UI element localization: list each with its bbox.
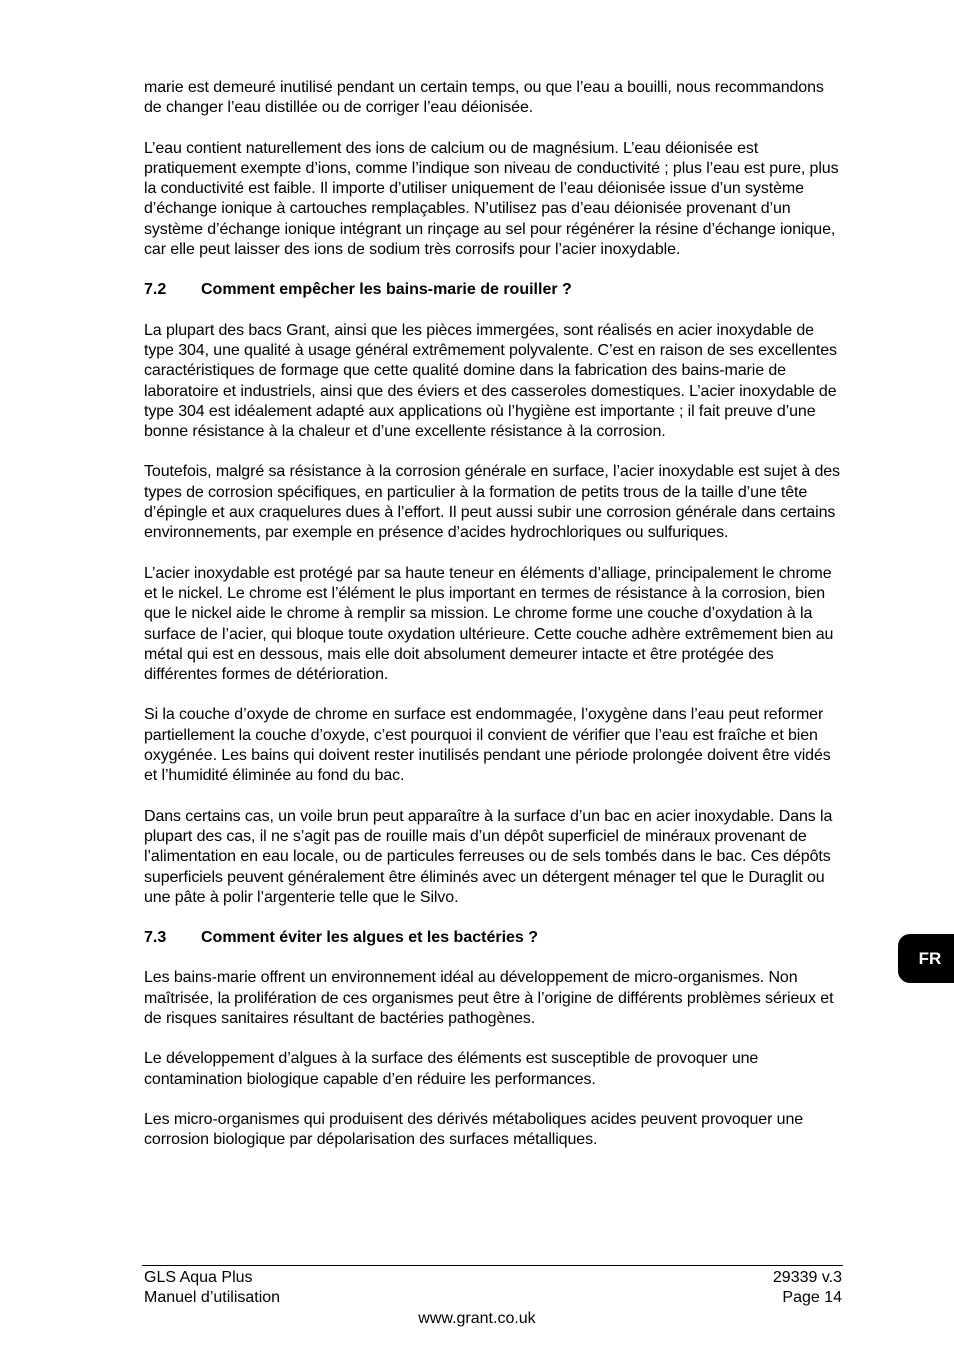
paragraph: Les bains-marie offrent un environnement idéal au développement de micro-organismes. Non maîtrisée, la prolifération de ces organismes peut être à l’origine de différents problèmes sérieux et de risques sanitaires résultant de bactéries pathogènes. xyxy=(144,969,834,1027)
footer-page-number: Page 14 xyxy=(782,1289,842,1307)
section-title: Comment empêcher les bains-marie de rouiller ? xyxy=(201,281,572,299)
language-tab: FR xyxy=(898,934,954,983)
footer-left xyxy=(144,1268,280,1309)
footer-doc-ref: 29339 v.3 xyxy=(772,1269,842,1286)
section-number: 7.3 xyxy=(144,929,167,947)
footer-divider xyxy=(142,1265,843,1266)
paragraph: marie est demeuré inutilisé pendant un certain temps, ou que l’eau a bouilli, nous recommandons de changer l’eau distillée ou de corriger l’eau déionisée. xyxy=(144,79,824,117)
footer-right xyxy=(773,1268,842,1309)
page-content xyxy=(144,78,842,1170)
paragraph: Les micro-organismes qui produisent des dérivés métaboliques acides peuvent provoquer une corrosion biologique par dépolarisation des surfaces métalliques. xyxy=(144,1110,804,1149)
footer-manual: Manuel d’utilisation xyxy=(144,1289,281,1307)
footer-product: GLS Aqua Plus xyxy=(144,1269,253,1286)
paragraph: Si la couche d’oxyde de chrome en surface est endommagée, l’oxygène dans l’eau peut reformer partiellement la couche d’oxyde, c’est pourquoi il convient de vérifier que l’eau est fraîche et bien oxygénée. Les bains qui doivent rester inutilisés pendant une période prolongée doivent être vidés et l’humidité éliminée au fond du bac. xyxy=(144,706,831,785)
paragraph: Le développement d’algues à la surface des éléments est susceptible de provoquer une contamination biologique capable d’en réduire les performances. xyxy=(144,1050,759,1088)
paragraph: L’eau contient naturellement des ions de calcium ou de magnésium. L’eau déionisée est pratiquement exempte d’ions, comme l’indique son niveau de conductivité ; plus l’eau est pure, plus la conductivité est faible. Il importe d’utiliser uniquement de l’eau déionisée issue d’un système d’échange ionique à cartouches remplaçables. N’utilisez pas d’eau déionisée provenant d’un système d’échange ionique intégrant un rinçage au sel pour régénérer la résine d’échange ionique, car elle peut laisser des ions de sodium très corrosifs pour l’acier inoxydable. xyxy=(144,139,839,259)
section-heading-7-3 xyxy=(144,928,842,948)
section-heading-7-2 xyxy=(144,280,842,300)
section-number: 7.2 xyxy=(144,281,167,299)
paragraph: L’acier inoxydable est protégé par sa haute teneur en éléments d’alliage, principalement le chrome et le nickel. Le chrome est l’élément le plus important en termes de résistance à la corrosion, bien que le nickel aide le chrome à remplir sa mission. Le chrome forme une couche d’oxydation à la surface de l’acier, qui bloque toute oxydation ultérieure. Cette couche adhère extrêmement bien au métal qui est en dessous, mais elle doit absolument demeurer intacte et être protégée des différentes formes de détérioration. xyxy=(144,564,834,684)
paragraph: La plupart des bacs Grant, ainsi que les pièces immergées, sont réalisés en acier inoxydable de type 304, une qualité à usage général extrêmement polyvalente. C’est en raison de ses excellentes caractéristiques de formage que cette qualité domine dans la fabrication des bains-marie de laboratoire et industriels, ainsi que des éviers et des casseroles domestiques. L’acier inoxydable de type 304 est idéalement adapté aux applications où l’hygiène est importante ; il fait preuve d’une bonne résistance à la chaleur et d’une excellente résistance à la corrosion. xyxy=(144,321,837,441)
paragraph: Dans certains cas, un voile brun peut apparaître à la surface d’un bac en acier inoxydable. Dans la plupart des cas, il ne s’agit pas de rouille mais d’un dépôt superficiel de minéraux provenant de l’alimentation en eau locale, ou de particules ferreuses ou de sels tombés dans le bac. Ces dépôts superficiels peuvent généralement être éliminés avec un détergent ménager tel que le Duraglit ou une pâte à polir l’argenterie telle que le Silvo. xyxy=(144,807,833,906)
paragraph: Toutefois, malgré sa résistance à la corrosion générale en surface, l’acier inoxydable est sujet à des types de corrosion spécifiques, en particulier à la formation de petits trous de la taille d’une tête d’épingle et aux craquelures dues à l’effort. Il peut aussi subir une corrosion générale dans certains environnements, par exemple en présence d’acides hydrochloriques ou sulfuriques. xyxy=(144,463,840,542)
footer-website: www.grant.co.uk xyxy=(418,1310,536,1327)
section-title: Comment éviter les algues et les bactéries ? xyxy=(201,929,539,947)
